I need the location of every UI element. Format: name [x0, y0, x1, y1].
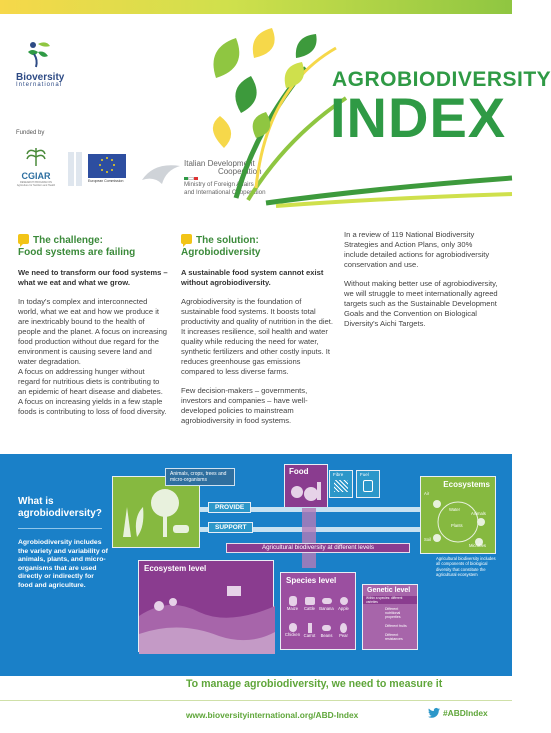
ecosystem-cycle-icon [421, 492, 495, 550]
funded-by-label: Funded by [16, 130, 45, 136]
solution-subheading: Agrobiodiversity [181, 247, 261, 258]
ecosystem-level-label: Ecosystem level [144, 564, 207, 573]
dove-icon [140, 160, 182, 188]
food-stem [302, 508, 316, 568]
cgiar-sub: RESEARCH PROGRAM ON Agriculture for Nutrition and Health [16, 181, 56, 187]
italy-line4: and International Cooperation [184, 189, 266, 196]
fibre-icon [334, 480, 348, 492]
fuel-box: Fuel [356, 470, 380, 498]
infographic-intro [18, 496, 108, 591]
species-item: Maize [284, 596, 301, 611]
eu-name: European Commission [88, 179, 124, 183]
ecosystem-level-box [138, 560, 274, 652]
cgiar-wheat-icon [23, 144, 49, 166]
title-line2: INDEX [330, 86, 507, 149]
food-box [284, 464, 328, 508]
challenge-lead: We need to transform our food systems – what we eat and what we grow. [18, 268, 168, 287]
italy-line3: Ministry of Foreign Affairs [184, 181, 254, 188]
challenge-column [18, 234, 168, 417]
solution-column [181, 234, 333, 426]
speech-bubble-icon [181, 234, 192, 244]
agrobiodiversity-question: What is agrobiodiversity? [18, 496, 102, 519]
ecosystems-label: Ecosystems [443, 480, 490, 489]
food-label: Food [289, 467, 309, 476]
challenge-para2: A focus on addressing hunger without regard for nutritious diets is contributing to an epidemic of heart disease and diabetes. A focus on increasing yields in a few staple foods is contributing to loss of food diversity. [18, 367, 167, 416]
speech-bubble-icon [18, 234, 29, 244]
challenge-para1: In today's complex and interconnected world, what we eat and how we produce it are inextricably bound to the health of people and the planet. A focus on increasing food production without due regard for the environment is causing severe land and water degradation. [18, 297, 168, 366]
footer-divider [0, 700, 512, 701]
solution-para1: Agrobiodiversity is the foundation of sustainable food systems. It boosts total productivity and quality of nutrition in the diet. It increases resilience, soil health and water quality while reducing the need for water, synthetic fertilizers and other costly inputs. It reduces greenhouse gas emissions compared to less diverse farms. [181, 297, 333, 376]
review-para2: Without making better use of agrobiodiversity, we will struggle to meet internationally agreed targets such as the Sustainable Development Goals and the Convention on Biological Diversity's Aichi Targets. [344, 279, 498, 328]
genetic-level-box: Genetic level Within a species: different varieties Different nutritional properties Different fruits Different resistances [362, 584, 418, 650]
challenge-heading: The challenge: [18, 234, 168, 247]
challenge-subheading: Food systems are failing [18, 247, 136, 258]
fuel-can-icon [363, 480, 373, 492]
organisms-icon [113, 477, 201, 549]
species-item: Banana [318, 596, 335, 611]
ecosystems-box: Ecosystems Air Water Animals Plants Soil Microbes [420, 476, 496, 554]
landscape-icon [139, 576, 275, 654]
solution-lead: A sustainable food system cannot exist without agrobiodiversity. [181, 268, 324, 287]
fibre-box: Fibre [329, 470, 353, 498]
bioversity-leaf-icon [24, 40, 54, 68]
species-item: Chicken [284, 623, 301, 638]
italy-line2: Cooperation [217, 167, 262, 176]
italy-line1: Italian Development [184, 159, 255, 168]
support-label: SUPPORT [208, 522, 253, 533]
top-color-bar [0, 0, 512, 14]
agrobiodiversity-definition: Agrobiodiversity includes the variety and variability of animals, plants, and micro-organisms that are used directly or indirectly for food and agriculture. [18, 539, 108, 589]
solution-heading: The solution: [181, 234, 333, 247]
species-level-label: Species level [286, 576, 337, 585]
agri-biodiversity-note: Agricultural biodiversity includes all components of biological diversity that constitute the agricultural ecosystem [436, 556, 496, 578]
food-icon [285, 478, 327, 506]
footer-hashtag[interactable]: #ABDIndex [428, 708, 488, 718]
organisms-label: Animals, crops, trees and micro-organisms [165, 468, 235, 486]
species-item: Cattle [301, 596, 318, 611]
twitter-icon [428, 708, 440, 718]
species-item: Beans [318, 623, 335, 638]
species-level-box [280, 572, 356, 650]
species-item: Pear [335, 623, 352, 638]
solution-para2: Few decision-makers – governments, investors and companies – have well-developed policies to mainstream agrobiodiversity in food systems. [181, 386, 308, 425]
species-item: Carrot [301, 623, 318, 638]
logo-name: Bioversity [16, 72, 65, 83]
agri-levels-bar: Agricultural biodiversity at different levels [226, 543, 410, 553]
species-item: Apple [335, 596, 352, 611]
cgiar-logo [16, 144, 56, 187]
bioversity-logo [16, 40, 76, 88]
provide-label: PROVIDE [208, 502, 251, 513]
measure-statement: To manage agrobiodiversity, we need to measure it [186, 678, 443, 690]
title-line1: AGROBIODIVERSITY [332, 68, 551, 91]
european-commission-logo [68, 152, 130, 191]
review-column [344, 230, 498, 329]
logo-sub: International [16, 82, 63, 88]
review-para1: In a review of 119 National Biodiversity Strategies and Action Plans, only 30% include detailed actions for agrobiodiversity conservation and use. [344, 230, 490, 269]
organisms-box [112, 476, 200, 548]
genetic-level-label: Genetic level [367, 587, 411, 594]
cgiar-name: CGIAR [21, 171, 51, 181]
footer-url[interactable]: www.bioversityinternational.org/ABD-Index [186, 710, 359, 720]
